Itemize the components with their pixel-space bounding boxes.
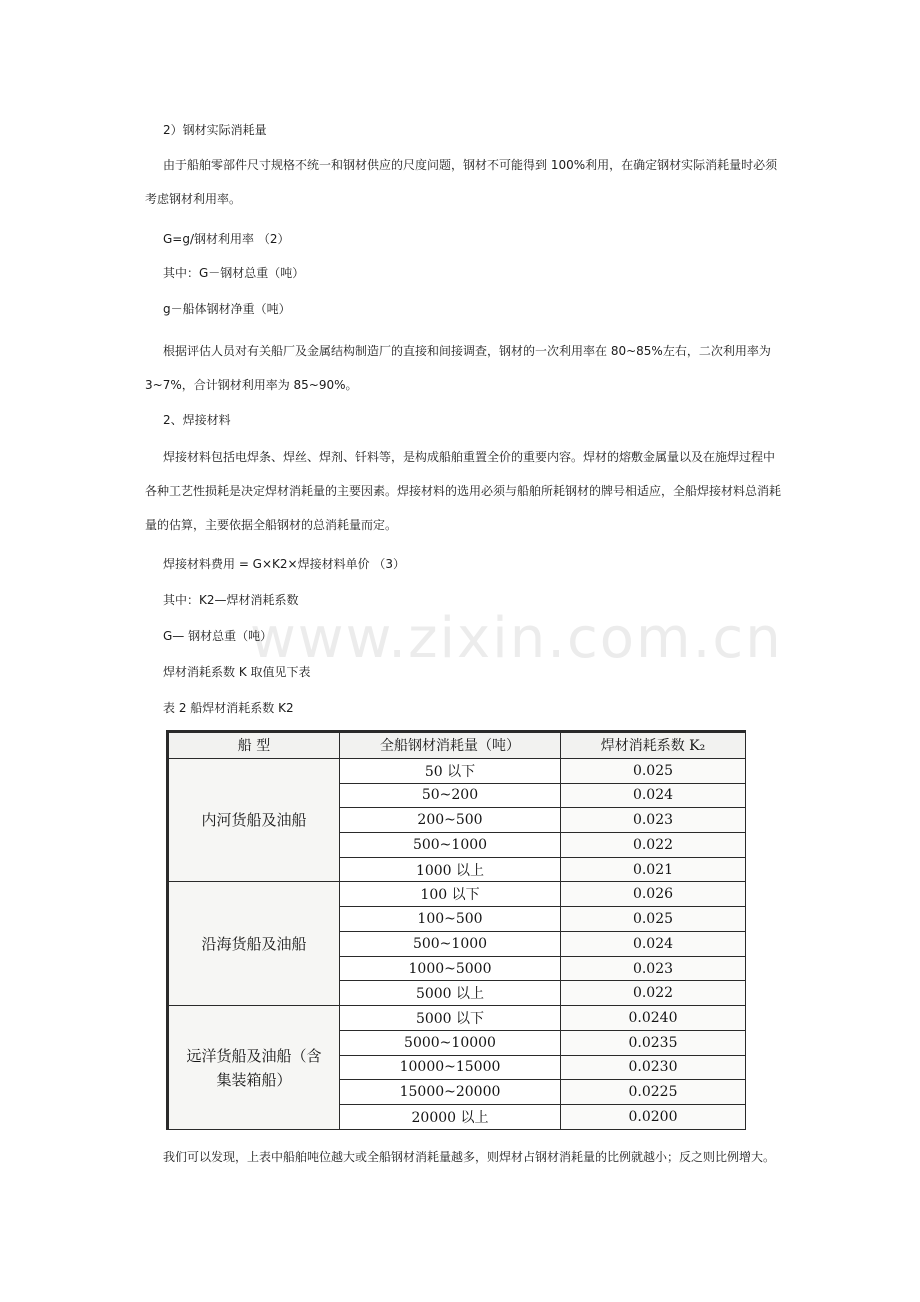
coefficient-cell: 0.022 [561,981,746,1006]
coefficient-cell: 0.021 [561,857,746,882]
table-caption: 表 2 船焊材消耗系数 K2 [163,701,294,715]
coefficient-cell: 0.024 [561,783,746,808]
paragraph-survey: 根据评估人员对有关船厂及金属结构制造厂的直接和间接调查，钢材的一次利用率在 80~85%左右，二次利用率为 3~7%，合计钢材利用率为 85~90%。 [145,344,771,392]
coefficient-cell: 0.023 [561,956,746,981]
steel-range-cell: 500~1000 [340,931,561,956]
steel-range-cell: 50~200 [340,783,561,808]
steel-range-cell: 50 以下 [340,758,561,783]
heading-welding-materials: 2、焊接材料 [163,413,231,427]
steel-range-cell: 5000 以上 [340,981,561,1006]
coefficient-cell: 0.0225 [561,1080,746,1105]
coefficient-cell: 0.0235 [561,1030,746,1055]
steel-range-cell: 15000~20000 [340,1080,561,1105]
definition-G-2: G— 钢材总重（吨） [163,629,273,643]
definition-g: g－船体钢材净重（吨） [163,302,291,316]
steel-range-cell: 500~1000 [340,832,561,857]
steel-range-cell: 5000~10000 [340,1030,561,1055]
coefficient-cell: 0.0200 [561,1105,746,1130]
formula-2: G=g/钢材利用率 （2） [163,232,290,246]
table-row [169,758,746,783]
steel-range-cell: 1000 以上 [340,857,561,882]
definition-G: 其中：G－钢材总重（吨） [163,266,305,280]
header-ship-type: 船 型 [169,733,340,759]
ship-type-cell: 内河货船及油船 [169,758,340,882]
steel-range-cell: 10000~15000 [340,1055,561,1080]
coefficient-cell: 0.023 [561,808,746,833]
coefficient-cell: 0.025 [561,907,746,932]
table-row [169,1006,746,1031]
coefficient-cell: 0.025 [561,758,746,783]
steel-range-cell: 20000 以上 [340,1105,561,1130]
steel-range-cell: 100~500 [340,907,561,932]
watermark: www.zixin.com.cn [250,606,783,671]
header-coefficient: 焊材消耗系数 K₂ [561,733,746,759]
formula-3: 焊接材料费用 = G×K2×焊接材料单价 （3） [163,557,406,571]
steel-range-cell: 5000 以下 [340,1006,561,1031]
coefficient-cell: 0.024 [561,931,746,956]
steel-range-cell: 1000~5000 [340,956,561,981]
ship-type-cell: 沿海货船及油船 [169,882,340,1006]
header-steel-consumption: 全船钢材消耗量（吨） [340,733,561,759]
paragraph-conclusion: 我们可以发现，上表中船舶吨位越大或全船钢材消耗量越多，则焊材占钢材消耗量的比例就越小；反之则比例增大。 [163,1150,776,1164]
coefficient-table [166,730,746,1130]
coefficient-cell: 0.022 [561,832,746,857]
coefficient-cell: 0.0240 [561,1006,746,1031]
table-header-row [169,733,746,759]
table-row [169,882,746,907]
paragraph-steel-utilization: 由于船舶零部件尺寸规格不统一和钢材供应的尺度问题，钢材不可能得到 100%利用，在确定钢材实际消耗量时必须考虑钢材利用率。 [145,158,778,206]
definition-K2: 其中：K2—焊材消耗系数 [163,593,299,607]
steel-range-cell: 100 以下 [340,882,561,907]
heading-steel-consumption: 2）钢材实际消耗量 [163,123,267,137]
coefficient-cell: 0.0230 [561,1055,746,1080]
coefficient-cell: 0.026 [561,882,746,907]
steel-range-cell: 200~500 [340,808,561,833]
table-note: 焊材消耗系数 K 取值见下表 [163,665,311,679]
paragraph-welding: 焊接材料包括电焊条、焊丝、焊剂、钎料等，是构成船舶重置全价的重要内容。焊材的熔敷金属量以及在施焊过程中各种工艺性损耗是决定焊材消耗量的主要因素。焊接材料的选用必须与船舶所耗钢材的牌号相适应，全船焊接材料总消耗量的估算，主要依据全船钢材的总消耗量而定。 [145,450,782,532]
ship-type-cell: 远洋货船及油船（含集装箱船） [169,1006,340,1130]
